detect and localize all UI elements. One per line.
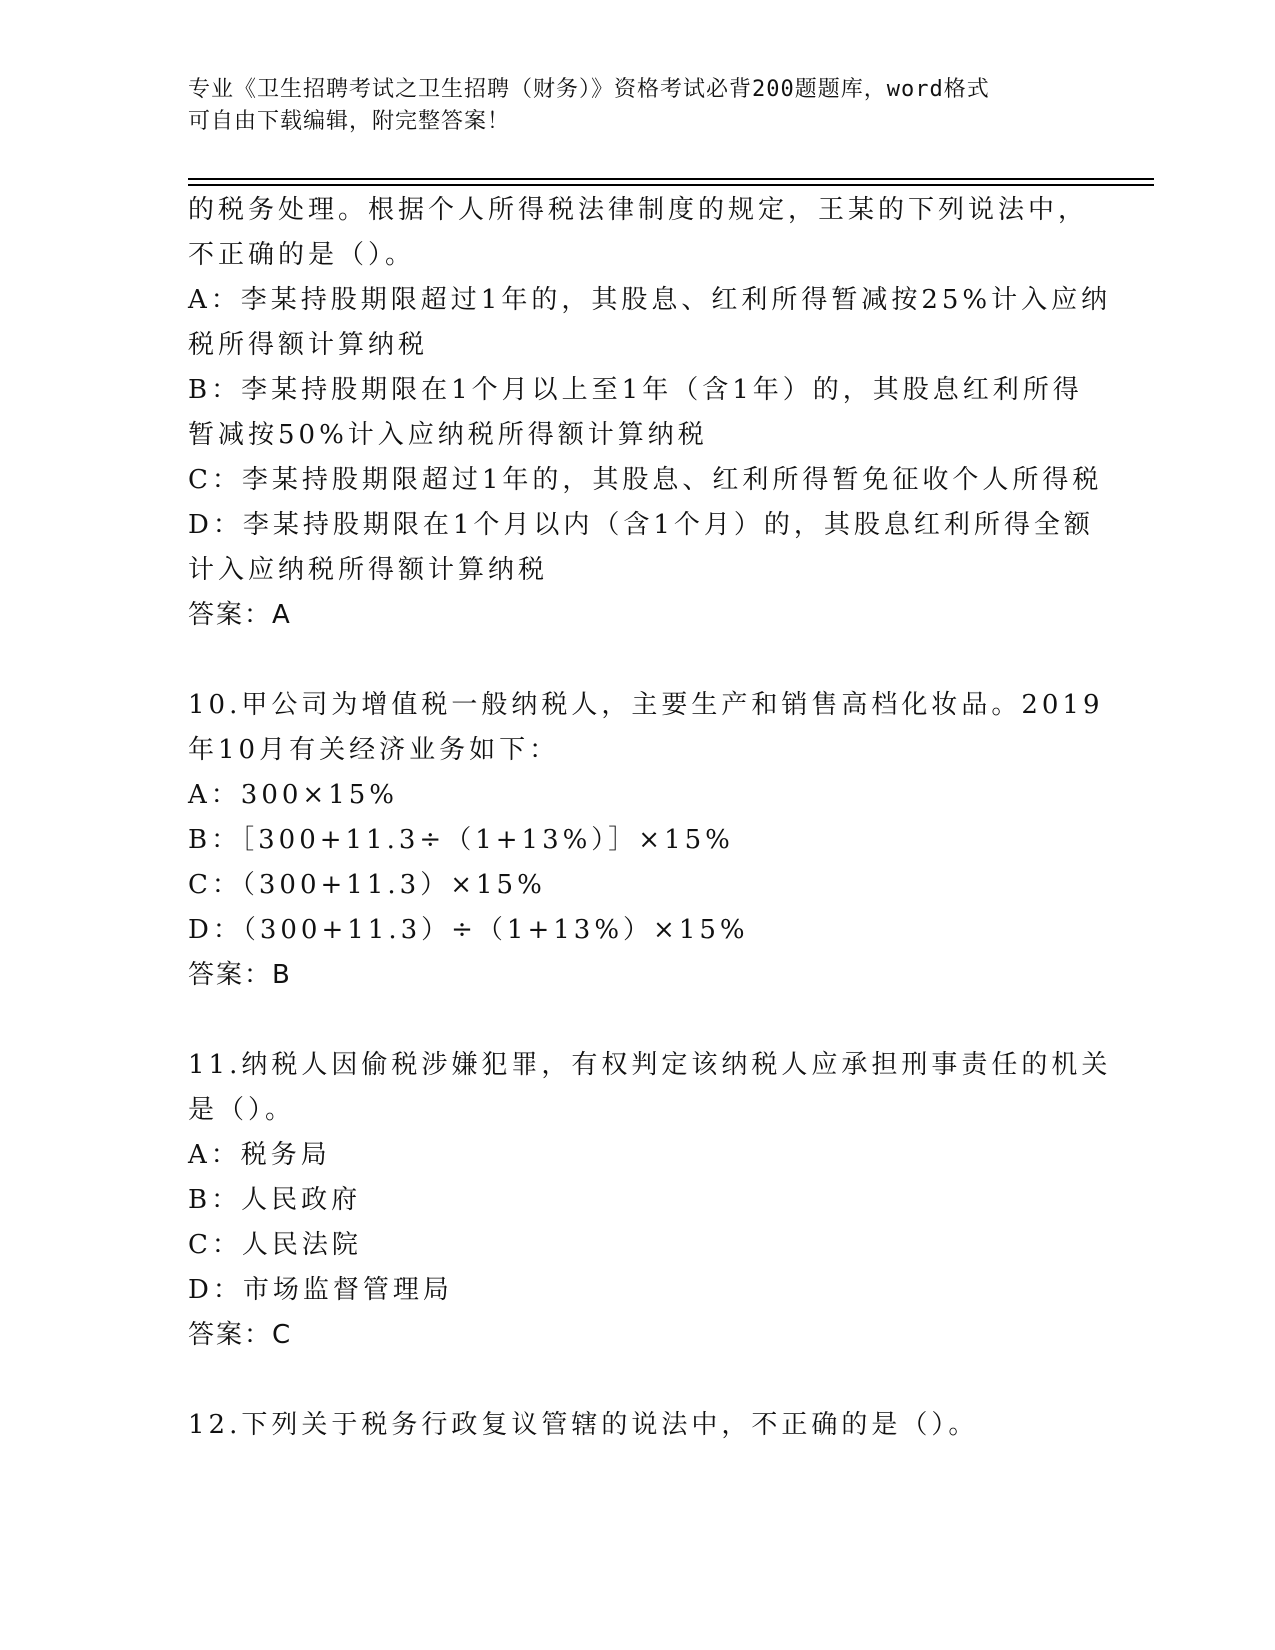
question-stem: 是（）。	[188, 1095, 296, 1125]
answer-line: 答案：C	[188, 1320, 293, 1350]
spacer	[188, 638, 1088, 683]
option-d: D：李某持股期限在1个月以内（含1个月）的，其股息红利所得全额	[188, 510, 1094, 540]
header-title-line-2: 可自由下载编辑，附完整答案！	[188, 109, 511, 134]
option-b: B：人民政府	[188, 1185, 362, 1215]
answer-line: 答案：B	[188, 960, 292, 990]
option-c: C：（300+11.3）×15%	[188, 870, 546, 900]
spacer	[188, 998, 1088, 1043]
option-d-continued: 计入应纳税所得额计算纳税	[188, 555, 549, 585]
question-stem: 11.纳税人因偷税涉嫌犯罪，有权判定该纳税人应承担刑事责任的机关	[188, 1050, 1112, 1080]
question-stem: 12.下列关于税务行政复议管辖的说法中，不正确的是（）。	[188, 1410, 979, 1440]
question-stem: 年10月有关经济业务如下：	[188, 735, 560, 765]
header-rule-bottom	[188, 184, 1154, 186]
option-a-continued: 税所得额计算纳税	[188, 330, 429, 360]
question-10	[188, 683, 1104, 998]
option-b-continued: 暂减按50%计入应纳税所得额计算纳税	[188, 420, 708, 450]
document-header	[188, 74, 1088, 138]
question-9	[188, 188, 1112, 638]
header-rule-top	[188, 178, 1154, 180]
option-c: C：人民法院	[188, 1230, 362, 1260]
header-title-line-1: 专业《卫生招聘考试之卫生招聘（财务）》资格考试必背200题题库，word格式	[188, 77, 990, 102]
option-a: A：300×15%	[188, 780, 398, 810]
option-a: A：税务局	[188, 1140, 331, 1170]
question-11	[188, 1043, 1112, 1358]
question-stem: 不正确的是（）。	[188, 240, 416, 270]
option-b: B：［300+11.3÷（1+13%）］×15%	[188, 825, 734, 855]
option-a: A：李某持股期限超过1年的，其股息、红利所得暂减按25%计入应纳	[188, 285, 1112, 315]
document-body	[188, 188, 1112, 1448]
question-stem: 10.甲公司为增值税一般纳税人，主要生产和销售高档化妆品。2019	[188, 690, 1104, 720]
option-d: D：市场监督管理局	[188, 1275, 453, 1305]
option-d: D：（300+11.3）÷（1+13%）×15%	[188, 915, 749, 945]
option-c: C：李某持股期限超过1年的，其股息、红利所得暂免征收个人所得税	[188, 465, 1103, 495]
question-12	[188, 1403, 1088, 1448]
option-b: B：李某持股期限在1个月以上至1年（含1年）的，其股息红利所得	[188, 375, 1083, 405]
question-stem: 的税务处理。根据个人所得税法律制度的规定，王某的下列说法中，	[188, 195, 1089, 225]
answer-line: 答案：A	[188, 600, 292, 630]
spacer	[188, 1358, 1088, 1403]
